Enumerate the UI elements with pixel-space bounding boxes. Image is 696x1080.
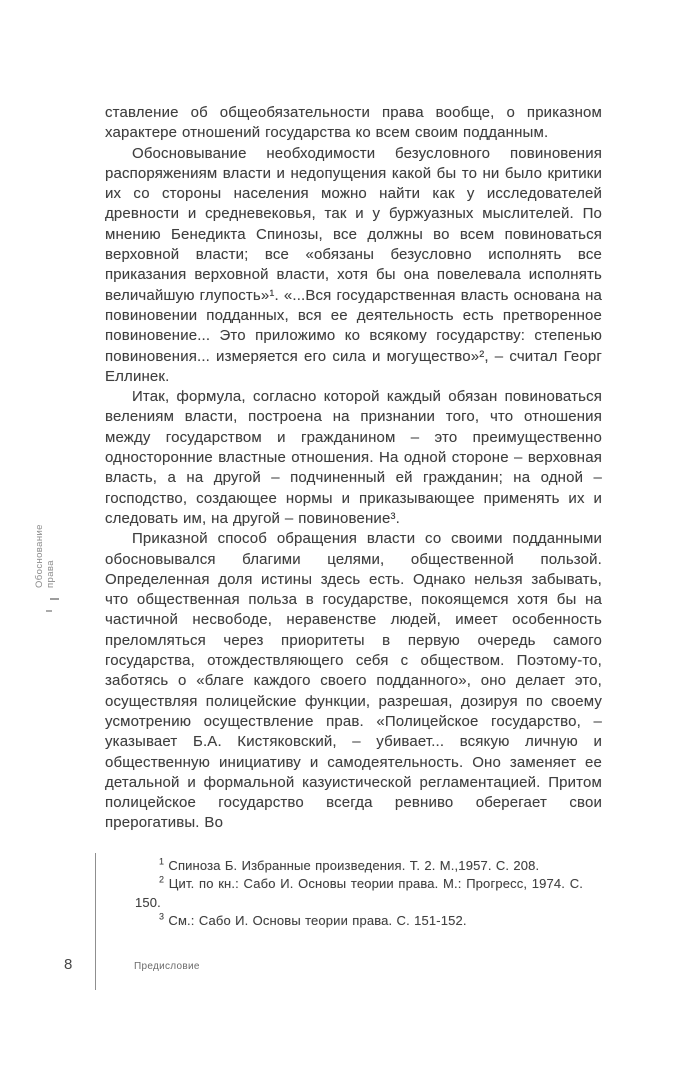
body-paragraph: Обосновывание необходимости безусловного повиновения распоряжениям власти и недопущения какой бы то ни было критики их со стороны населения можно найти как у исследователей древности и средневековья, так и у буржуазных мыслителей. По мнению Бенедикта Спинозы, все должны во всем повиноваться верховной власти; все «обязаны безусловно исполнять все приказания верховной власти, хотя бы она повелевала исполнять величайшую глупость»¹. «...Вся государственная власть основана на повиновении подданных, вся ее деятельность есть претворенное повиновение... Это приложимо ко всякому государству: степенью повиновения... измеряется его сила и могущество»², – считал Георг Еллинек. bbox=[105, 144, 602, 385]
footnote-marker: 1 bbox=[159, 856, 165, 867]
footnote-text: См.: Сабо И. Основы теории права. С. 151-152. bbox=[164, 913, 467, 929]
margin-tick bbox=[50, 598, 59, 600]
footnote bbox=[135, 912, 583, 931]
footnote bbox=[135, 875, 583, 912]
footnote-marker: 3 bbox=[159, 912, 165, 923]
body-paragraph: Итак, формула, согласно которой каждый обязан повиноваться велениям власти, построена на признании того, что отношения между государством и гражданином – это преимущественно односторонние властные отношения. На одной стороне – верховная власть, а на другой – подчиненный ей гражданин; на одной – господство, создающее нормы и приказывающее применять их и следовать им, на другой – повиновение³. bbox=[105, 388, 602, 527]
margin-vertical-rule bbox=[95, 853, 96, 990]
margin-vertical-label: Обоснование права bbox=[34, 524, 56, 588]
page-number: 8 bbox=[64, 956, 73, 973]
footnote bbox=[135, 857, 583, 876]
page-text-block bbox=[105, 103, 602, 931]
footnotes-block bbox=[135, 857, 583, 931]
margin-tick bbox=[46, 610, 52, 612]
body-paragraph: ставление об общеобязательности права вообще, о приказном характере отношений государства ко всем своим подданным. bbox=[105, 104, 602, 142]
running-footer-label: Предисловие bbox=[134, 961, 200, 972]
footnote-text: Спиноза Б. Избранные произведения. Т. 2. М.,1957. С. 208. bbox=[164, 857, 540, 873]
footnote-marker: 2 bbox=[159, 874, 165, 885]
body-paragraph: Приказной способ обращения власти со своими подданными обосновывался благими целями, общественной пользой. Определенная доля истины здесь есть. Однако нельзя забывать, что общественная польза в государстве, покоящемся хотя бы на частичной несвободе, неравенстве людей, имеет особенность преломляться через приоритеты в первую очередь самого государства, отождествляющего себя с обществом. Поэтому-то, заботясь о «благе каждого своего подданного», оно делает это, осуществляя полицейские функции, разрешая, дозируя по своему усмотрению осуществление прав. «Полицейское государство, – указывает Б.А. Кистяковский, – убивает... всякую личную и общественную инициативу и самодеятельность. Оно заменяет ее детальной и формальной казуистической регламентацией. Притом полицейское государство всегда ревниво оберегает свои прерогативы. Во bbox=[105, 530, 602, 832]
footnote-text: Цит. по кн.: Сабо И. Основы теории права. М.: Прогресс, 1974. С. 150. bbox=[135, 876, 583, 910]
